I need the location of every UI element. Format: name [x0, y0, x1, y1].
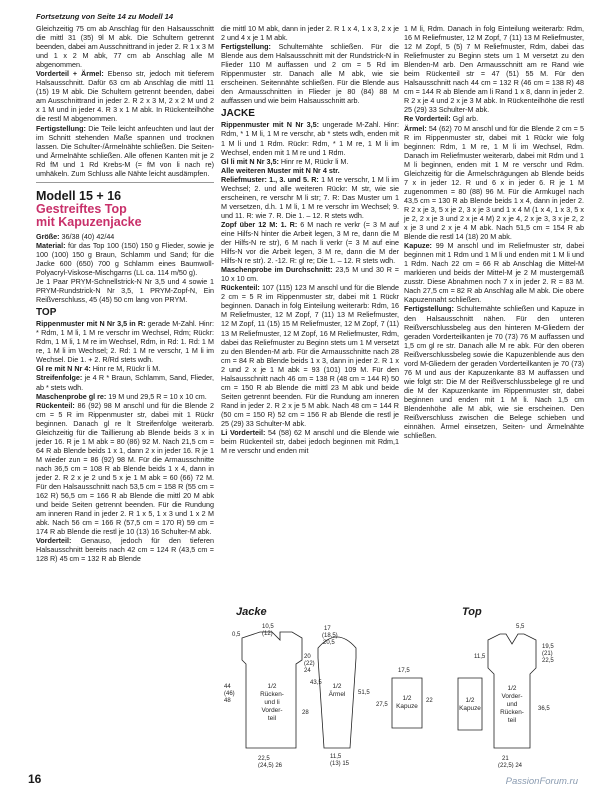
- paragraph: [36, 401, 214, 537]
- svg-text:22,5: 22,5: [258, 756, 270, 762]
- paragraph-lead: Fertigstellung:: [221, 42, 271, 52]
- paragraph-lead: Gl li mit N Nr 3,5:: [221, 156, 279, 166]
- svg-text:1/2: 1/2: [507, 685, 517, 692]
- paragraph-lead: Fertigstellung:: [36, 123, 86, 133]
- paragraph-text: 23,5 M und 30 R = 10 x 10 cm.: [221, 265, 399, 284]
- svg-text:Ärmel: Ärmel: [328, 691, 346, 698]
- paragraph: [221, 166, 399, 175]
- svg-text:und li: und li: [264, 699, 280, 706]
- paragraph-lead: Kapuze:: [404, 241, 432, 251]
- svg-text:22: 22: [426, 698, 433, 704]
- paragraph-text: die mittl 10 M abk, dann in jeder 2. R 1 x 4, 1 x 3, 2 x je 2 und 4 x je 1 M abk.: [221, 24, 399, 43]
- svg-text:(21): (21): [542, 651, 553, 657]
- svg-text:48: 48: [224, 698, 231, 704]
- paragraph-lead: Fertigstellung:: [404, 304, 454, 314]
- paragraph-text: Die Teile leicht anfeuchten und laut der im Schnitt stehenden Maße spannen und trocknen lassen. Die Schulter-/Ärmelnähte schließen. Die Seiten- und Ärmelnähte schließen. Alle offenen Kanten mit je 2 Rd fM und 1 Rd Krebs-M (= fM von li nach re) umhäkeln. Zum Schluss alle Nähte leicht ausdämpfen.: [36, 123, 214, 178]
- paragraph: [404, 241, 584, 304]
- paragraph: [221, 428, 399, 455]
- svg-text:Vorder-: Vorder-: [501, 693, 523, 700]
- paragraph-text: 86 (92) 98 M anschl und für die Blende 2 cm = 5 R im Rippenmuster str, dabei mit 1 Rückr beginnen. Danach gl re lt Streifenfolge weiterarb. Gleichzeitig für die Taillierung ab Blende beids 3 x in jeder 16. R je 1 M abk = 80 (86) 92 M. Nach 21,5 cm = 64 R ab Blende beids 1 x 1, dann 2 x in jeder 16. R je 1 M wieder zun = 86 (92) 98 M. Für die Armausschnitte nach 36,5 cm = 108 R ab Blende beids 1 x 4, dann in jeder 2. R 2 x je 2 und 5 x je 1 M abk = 60 (66) 72 M. Für den Halsausschnitt nach 53,5 cm = 158 R (55 cm = 162 R) 56,5 cm = 166 R ab Blende die mittl 20 M abk und beide Seiten getrennt beenden. Für die Rundung am inneren Rand in jeder 2. R 1 x 5, 1 x 3 und 1 x 2 M abk. Nach 56 cm = 166 R (57,5 cm = 170 R) 59 cm = 174 R ab Blende die restl je 10 (13) 16 Schulter-M abk.: [36, 400, 214, 537]
- svg-text:20,5: 20,5: [323, 640, 335, 646]
- paragraph-text: Gleichzeitig 75 cm ab Anschlag für den Halsausschnitt die mittl 31 (35) 9l M abk. Die Schultern getrennt beenden, dabei am Ausschnittrand in jeder 2. R 1 x 3 M und 1 x 2 M abk, 77 cm ab Anschlag alle M abgenommen.: [36, 24, 214, 70]
- svg-text:27,5: 27,5: [376, 702, 388, 708]
- svg-text:(22): (22): [304, 661, 315, 667]
- svg-text:teil: teil: [267, 715, 277, 722]
- paragraph: [404, 124, 584, 242]
- paragraph-text: 54 (62) 70 M anschl und für die Blende 2 cm = 5 R im Rippenmuster str, dabei mit 1 Rückr wie folg beginnen: Rdm, 1 M re, 1 M li im Wechsel, Rdm. Danach im Reliefmuster weiterarb, dabei mit Rdm und 1 M li beginnen, enden mit 1 M re verschr und Rdm. Gleichzeitig für die Ärmelschrägungen ab Blende beids 7 x in jeder 12. R und 6 x in jeder 6. R je 1 M zugenommen = 80 (88) 96 M. Für die Armkugel nach 43,5 cm = 130 R ab Blende beids 1 x 4, dann in jeder 2. R 2 x je 3, 5 x je 2, 3 x je 3 und 1 x 4 M (1 x 4, 1 x 3, 5 x je 2, 2 x je 3 und 2 x je 4 M) 2 x je 4, 2 x je 3, 3 x je 2, 2 x je 3 und 2 x je 4 M abk. Nach 51,5 cm = 154 R ab Blende die restl 14 (18) 20 M abk.: [404, 123, 584, 242]
- paragraph-text: je 4 R * Braun, Schlamm, Sand, Flieder, ab * stets wdh.: [36, 373, 214, 392]
- paragraph-lead: Rippenmuster mit N Nr 3,5:: [221, 120, 320, 130]
- col1-top-text: [36, 24, 214, 178]
- paragraph: [404, 114, 584, 123]
- top-hood-outline: [458, 678, 482, 730]
- svg-text:1/2: 1/2: [402, 695, 412, 702]
- svg-text:1/2: 1/2: [267, 683, 277, 690]
- jacke-back-outline: [242, 632, 302, 748]
- paragraph: [221, 42, 399, 105]
- paragraph-lead: Ärmel:: [404, 123, 427, 133]
- svg-text:36,5: 36,5: [538, 706, 550, 712]
- model-title: [36, 203, 214, 230]
- paragraph-text: gerade M-Zahl. Hinr: * Rdm, 1 M li, 1 M re verschr im Wechsel, Rdm; Rückr: Rdm, 1 M li, 1 M re im Wechsel, Rdm, in Rd: 1. Rd: 1 M re, 1 M li im Wechsel; 2. Rd: 1 M re verschr, 1 M li im Wechsel. Die 1. + 2. R/Rd stets wdh.: [36, 319, 214, 365]
- paragraph: [36, 392, 214, 401]
- svg-text:(24,5) 26: (24,5) 26: [258, 763, 283, 768]
- svg-text:11,5: 11,5: [474, 654, 486, 660]
- paragraph-text: Je 1 Paar PRYM-Schnellstrick-N Nr 3,5 und 4 sowie 1 PRYM-Rundstrick-N Nr 3,5, 1 PRYM-Zopf-N, Ein Reißverschluss, 45 (45) 50 cm lang von PRYM.: [36, 277, 214, 305]
- paragraph-text: 54 (58) 62 M anschl und die Blende wie beim Rückenteil str, dabei jedoch beginnen mit Rdm,1 M re verschr und enden mit: [221, 428, 399, 456]
- paragraph-text: 19 M und 29,5 R = 10 x 10 cm.: [106, 391, 207, 401]
- paragraph: [404, 24, 584, 114]
- paragraph-lead: Li Vorderteil:: [221, 428, 266, 438]
- column-1: [36, 24, 214, 563]
- svg-text:28: 28: [302, 710, 309, 716]
- paragraph-text: Hinr re M, Rückr li M.: [90, 364, 161, 374]
- column-2: [221, 24, 399, 455]
- paragraph-text: Schulternähte schließen und Kapuze in den Halsausschnitt nähen. Für den unteren Reißverschlussbeleg aus den hinteren M-Gliedern der geraden Vorderteilkanten je 70 (73) 76 M auffassen und 1,5 cm gl re str. Danach alle M re abk. Für den oberen Reißverschlussbeleg sowie die Kapuzenblende aus den vord M-Gliedern der geraden Vorderteilkanten je 70 (73) 76 M und aus der Kapuzenkante 83 M auffassen und wie folgt str: Die M der Reißverschlussbelege gl re und die M der Kapuzenkante im Rippenmuster str, dabei beginnen und enden mit 1 M li. Nach 1,5 cm Blendenhöhe alle M abk, wie sie erscheinen. Den Reißverschluss zwischen die Belege schieben und einnähen. Ärmel einsetzen, Seiten- und Ärmelnähte schließen.: [404, 304, 584, 441]
- paragraph-text: für das Top 100 (150) 150 g Flieder, sowie je 100 (100) 150 g Braun, Schlamm und Sand; für die Jacke 600 (650) 700 g Schlamm eines Baumwoll-Polyacryl-Viskose-Mischgarns (LL ca. 114 m/50 g).: [36, 240, 214, 277]
- paragraph: [404, 304, 584, 440]
- column-3: [404, 24, 584, 440]
- paragraph: [221, 175, 399, 220]
- paragraph-lead: Vorderteil:: [36, 536, 72, 546]
- col2-instructions: [221, 120, 399, 455]
- col1-material-text: [36, 232, 214, 304]
- svg-text:Kapuze: Kapuze: [396, 703, 418, 710]
- svg-text:21: 21: [502, 756, 509, 762]
- paragraph-text: 36/38 (40) 42/44: [59, 231, 115, 241]
- svg-text:Rücken-: Rücken-: [500, 709, 524, 716]
- paragraph-lead: Rippenmuster mit N Nr 3,5 in R:: [36, 319, 146, 329]
- paragraph-text: Hinr re M, Rückr li M.: [278, 156, 349, 166]
- paragraph-lead: Rückenteil:: [221, 283, 260, 293]
- svg-text:5,5: 5,5: [516, 624, 525, 630]
- paragraph: [36, 124, 214, 178]
- paragraph: [221, 220, 399, 265]
- col1-instructions: [36, 319, 214, 563]
- paragraph-text: 107 (115) 123 M anschl und für die Blende 2 cm = 5 R im Rippenmuster str, dabei mit 1 Rückr beginnen. Danach in folg Einteilung weiterarb: Rdm, 16 M Reliefmuster, 12 M Zopf, 7 (11) 13 M Reliefmuster, 12 M Zopf, 11 (15) 15 M Reliefmuster, 12 M Zopf, 7 (11) 13 M Reliefmuster, 12 M Zopf, 16 M Reliefmuster, Rdm, dabei das Reliefmuster zu Beginn stets um 1 M versetzt zu den Blenden-M arb. Für die Armausschnitte nach 28 cm = 84 R ab Blende beids 1 x 3, dann in jeder 2. R 1 x 2 und 2 x je 1 M abk = 93 (101) 109 M. Für den Halsausschnitt nach 46 cm = 138 R (48 cm = 144 R) 50 cm = 150 R ab Blende die mittl 23 M abk und beide Seiten getrennt beenden. Für die Rundung am inneren Rand in jeder 2. R 2 x je 5 M abk. Nach 48 cm = 144 R (50 cm = 150 R) 52 cm = 156 R ab Blende die restl je 25 (29) 33 Schulter-M abk.: [221, 283, 399, 428]
- paragraph: [221, 283, 399, 428]
- model-title-line1: Gestreiftes Top: [36, 201, 127, 216]
- schema-jacke-title: Jacke: [236, 606, 267, 618]
- svg-text:22,5: 22,5: [542, 658, 554, 664]
- paragraph-lead: Maschenprobe im Durchschnitt:: [221, 265, 333, 275]
- paragraph-text: 1 M li, Rdm. Danach in folg Einteilung weiterarb: Rdm, 16 M Reliefmuster, 12 M Zopf, 7 (11) 13 M Reliefmuster, 12 M Zopf, 5 (5) 7 M Reliefmuster, Rdm, dabei das Reliefmuster zu Beginn stets um 1 M versetzt zu den Blenden-M arb. Den Armausschnitt am re Rand wie beim Rückenteil str = 47 (51) 55 M. Für den Halsausschnitt nach 44 cm = 132 R (46 cm = 138 R) 48 cm = 144 R ab Blende am li Rand 1 x 8, dann in jeder 2. R 2 x je 4 und 2 x je 3 M abk. In Rückenteilhöhe die restl 25 (29) 33 Schulter-M abk.: [404, 24, 584, 115]
- paragraph-lead: Maschenprobe gl re:: [36, 391, 107, 401]
- svg-text:(46): (46): [224, 691, 235, 697]
- svg-text:43,5: 43,5: [310, 680, 322, 686]
- schematic-drawings: [222, 618, 584, 768]
- paragraph-text: 99 M anschl und im Reliefmuster str, dabei beginnen mit 1 Rdm und 1 M li und enden mit 1 M li und 1 Rdm. Nach 22 cm = 66 R ab Anschlag die Mittel-M markieren und beids der Mittel-M je 2 M mustergemäß zusstr. Diese Abnahmen noch 7 x in jeder 2. R = 83 M. Nach 27,5 cm = 82 R ab Anschlag alle M abk. Die obere Kapuzennaht schließen.: [404, 241, 584, 305]
- divider: [36, 182, 214, 183]
- svg-text:20: 20: [304, 654, 311, 660]
- svg-text:(22,5) 24: (22,5) 24: [498, 763, 523, 768]
- schema-top-title: Top: [462, 606, 482, 618]
- paragraph-lead: Reliefmuster: 1., 3. und 5. R:: [221, 174, 319, 184]
- paragraph: [221, 157, 399, 166]
- continuation-note: Fortsetzung von Seite 14 zu Modell 14: [36, 12, 174, 21]
- svg-text:Rücken-: Rücken-: [260, 691, 284, 698]
- svg-text:0,5: 0,5: [232, 632, 241, 638]
- col3-instructions: [404, 24, 584, 440]
- paragraph: [36, 241, 214, 277]
- paragraph: [221, 24, 399, 42]
- paragraph: [36, 319, 214, 364]
- paragraph-text: Ebenso str, jedoch mit tieferem Halsausschnitt. Dafür 63 cm ab Anschlag die mittl 11 (15) 19 M abk. Die Schultern getrennt beenden, dabei am Ausschnittrand in jeder 2. R 2 x 3 M, 2 x 2 M und 2 x 1 M und in jeder 4. R 3 x 1 M abk. In Rückenteilhöhe die restl M abgenommen.: [36, 69, 214, 124]
- svg-text:(18,5): (18,5): [322, 633, 338, 639]
- paragraph: [221, 265, 399, 283]
- svg-text:teil: teil: [507, 717, 517, 724]
- paragraph-lead: Zopf über 12 M: 1. R:: [221, 219, 298, 229]
- col2-top-text: [221, 24, 399, 105]
- svg-text:1/2: 1/2: [332, 683, 342, 690]
- svg-text:Vorder-: Vorder-: [261, 707, 283, 714]
- svg-text:11,5: 11,5: [330, 754, 342, 760]
- watermark: PassionForum.ru: [505, 776, 578, 787]
- paragraph-lead: Größe:: [36, 231, 60, 241]
- paragraph: [36, 232, 214, 241]
- paragraph: [221, 120, 399, 156]
- svg-text:10,5: 10,5: [262, 624, 274, 630]
- model-title-line2: mit Kapuzenjacke: [36, 215, 142, 230]
- paragraph-text: Genauso, jedoch für den tieferen Halsausschnitt bereits nach 42 cm = 124 R (43,5 cm = 128 R) 45 cm = 132 R ab Blende: [36, 536, 214, 564]
- paragraph-text: 1 M re verschr, 1 M li im Wechsel; 2. und alle weiteren Rückr: M str, wie sie erscheinen, re verschr M li str; 7. R: Das Muster um 1 M versetzen, d.h. 1 M li, 1 M re verschr im Wechsel; 9. und 11. R: wie 7. R. Die 1. – 12. R stets wdh.: [221, 174, 400, 220]
- paragraph-lead: Gl re mit N Nr 4:: [36, 364, 91, 374]
- svg-text:(13) 15: (13) 15: [330, 761, 350, 767]
- paragraph-text: Schulternähte schließen. Für die Blende aus dem Halsausschnitt mit der Rundstrick-N in Flieder 110 M auffassen und 2 cm = 5 Rd im Rippenmuster str. Danach alle M abk, wie sie erscheinen. Seitennähte schließen. Für die Blende aus den Armausschnitten in Flieder je 80 (84) 88 M auffassen und wie beim Halsausschnitt arb.: [221, 42, 399, 106]
- svg-text:51,5: 51,5: [358, 690, 370, 696]
- paragraph-lead: Material:: [36, 240, 66, 250]
- paragraph: [36, 364, 214, 373]
- jacke-heading: JACKE: [221, 108, 255, 120]
- svg-text:17: 17: [324, 626, 331, 632]
- paragraph: [36, 24, 214, 69]
- paragraph-lead: Alle weiteren Muster mit N Nr 4 str.: [221, 165, 340, 175]
- svg-text:und: und: [506, 701, 518, 708]
- paragraph-text: 6 M nach re verkr (= 3 M auf eine Hilfs-N hinter die Arbeit legen, 3 M re, dann die M der Hilfs-N re str), 6 M nach li verkr (= 3 M auf eine Hilfs-N vor die Arbeit legen, 3 M re, dann die M der Hilfs-N re str). 2. -12. R: gl re; Die 1. – 12. R stets wdh.: [221, 219, 399, 266]
- paragraph: [36, 536, 214, 563]
- paragraph: [36, 373, 214, 391]
- svg-text:17,5: 17,5: [398, 668, 410, 674]
- svg-text:1/2: 1/2: [465, 697, 475, 704]
- svg-text:Kapuze: Kapuze: [459, 705, 481, 712]
- paragraph-text: Ggl arb.: [450, 114, 479, 124]
- svg-text:44: 44: [224, 684, 231, 690]
- paragraph: [36, 69, 214, 123]
- paragraph-text: ungerade M-Zahl. Hinr: Rdm, * 1 M li, 1 M re verschr, ab * stets wdh, enden mit 1 M li und 1 Rdm. Rückr: Rdm, * 1 M re, 1 M li im Wechsel, enden mit 1 M re und 1 Rdm.: [221, 120, 400, 157]
- paragraph: [36, 277, 214, 304]
- top-heading: TOP: [36, 307, 57, 319]
- paragraph-lead: Re Vorderteil:: [404, 114, 451, 124]
- paragraph-lead: Vorderteil + Ärmel:: [36, 69, 104, 79]
- model-number: Modell 15 + 16: [36, 188, 122, 203]
- svg-text:19,5: 19,5: [542, 644, 554, 650]
- page-number: 16: [28, 772, 42, 786]
- svg-text:24: 24: [304, 668, 311, 674]
- svg-text:(12): (12): [262, 631, 273, 637]
- paragraph-lead: Streifenfolge:: [36, 373, 83, 383]
- paragraph-lead: Rückenteil:: [36, 400, 75, 410]
